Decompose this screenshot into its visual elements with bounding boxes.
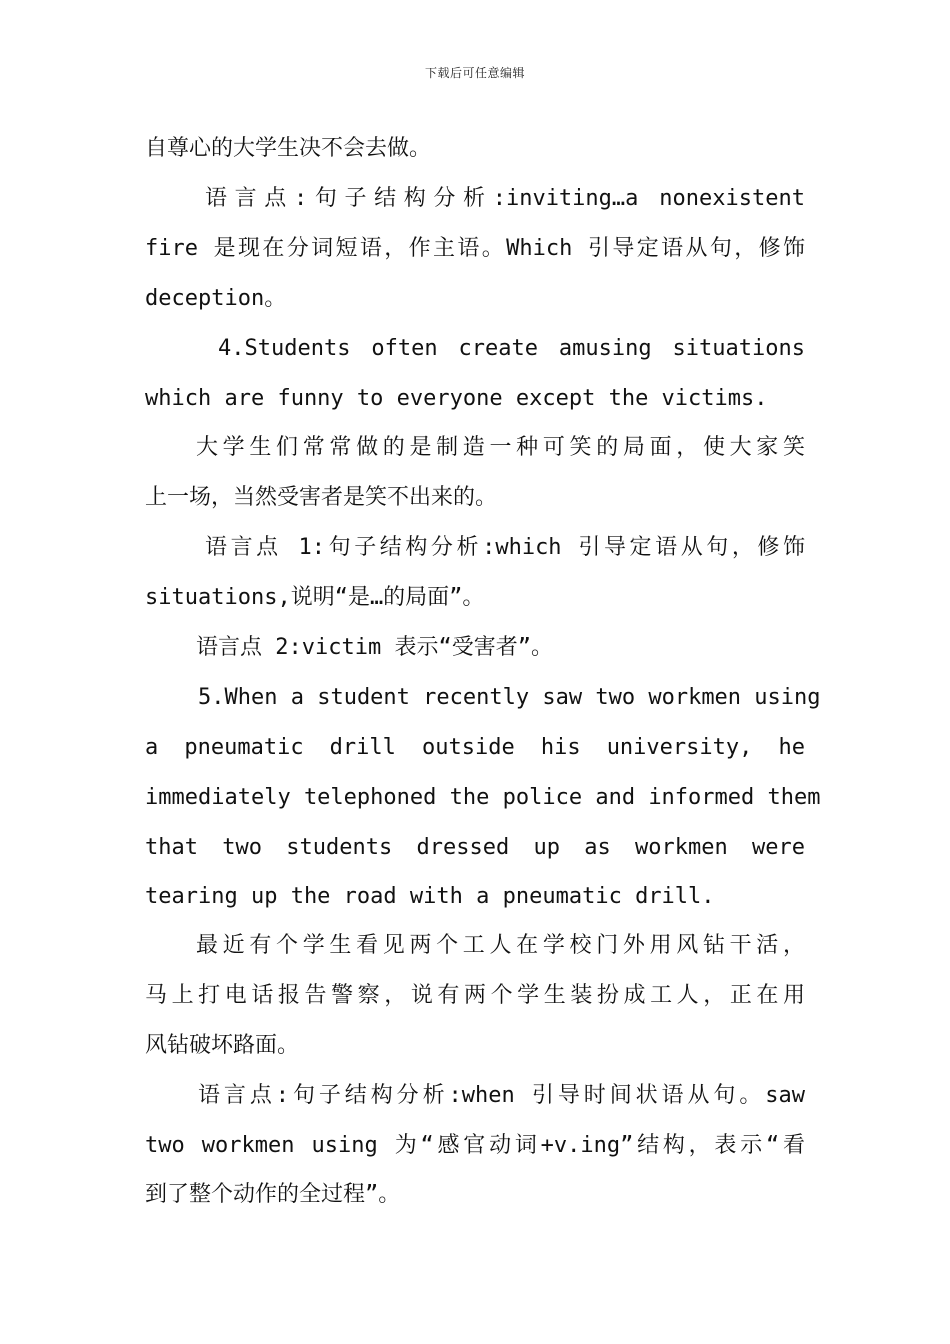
text-line: 最近有个学生看见两个工人在学校门外用风钻干活，	[196, 933, 805, 958]
text-line: 5.When a student recently saw two workmen using	[198, 685, 821, 710]
text-line: 4.Students often create amusing situations	[218, 336, 805, 361]
text-line: 自尊心的大学生决不会去做。	[145, 136, 432, 161]
text-line: tearing up the road with a pneumatic drill.	[145, 884, 715, 909]
text-line: fire 是现在分词短语，作主语。Which 引导定语从句，修饰	[145, 236, 805, 261]
text-line: deception。	[145, 286, 287, 311]
text-line: 语言点:句子结构分析:inviting…a nonexistent	[205, 186, 805, 211]
text-line: situations,说明“是…的局面”。	[145, 585, 485, 610]
text-line: 语言点:句子结构分析:when 引导时间状语从句。saw	[198, 1083, 805, 1108]
text-line: 到了整个动作的全过程”。	[145, 1182, 401, 1207]
text-line: a pneumatic drill outside his university, he	[145, 735, 805, 760]
text-line: 上一场，当然受害者是笑不出来的。	[145, 485, 498, 510]
text-line: 马上打电话报告警察，说有两个学生装扮成工人，正在用	[145, 983, 805, 1008]
text-line: that two students dressed up as workmen were	[145, 835, 805, 860]
text-line: 风钻破坏路面。	[145, 1033, 300, 1058]
text-line: 语言点 2:victim 表示“受害者”。	[196, 635, 553, 660]
download-note: 下载后可任意编辑	[424, 66, 525, 80]
text-line: immediately telephoned the police and informed them	[145, 785, 821, 810]
text-line: which are funny to everyone except the victims.	[145, 386, 768, 411]
text-line: 语言点 1:句子结构分析:which 引导定语从句，修饰	[205, 535, 805, 560]
text-line: two workmen using 为“感官动词+v.ing”结构，表示“看	[145, 1133, 805, 1158]
text-line: 大学生们常常做的是制造一种可笑的局面，使大家笑	[196, 435, 805, 460]
